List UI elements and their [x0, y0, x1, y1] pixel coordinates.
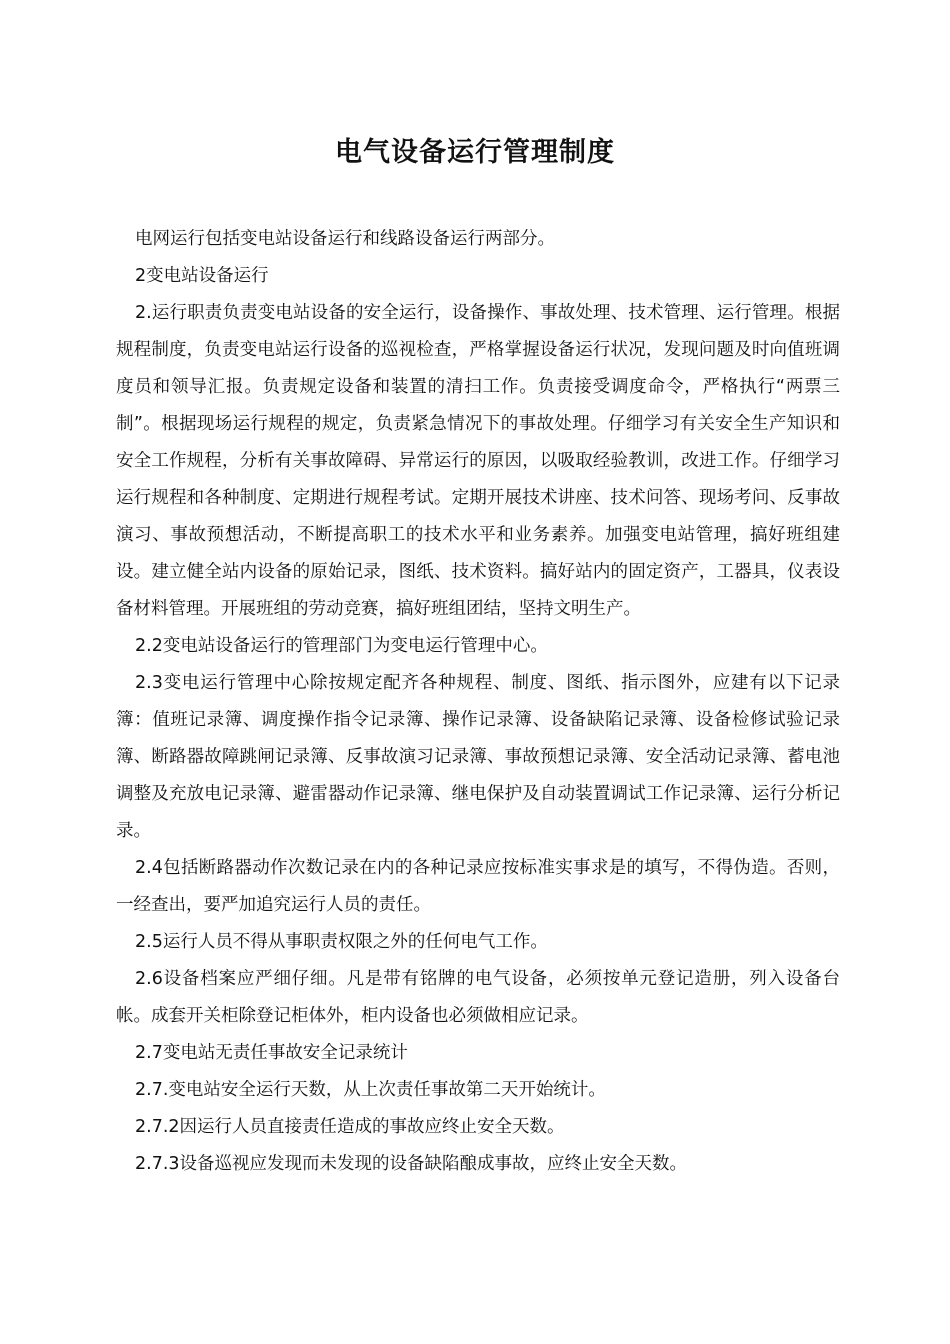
paragraph: 2.4包括断路器动作次数记录在内的各种记录应按标准实事求是的填写，不得伪造。否则，一经查出，要严加追究运行人员的责任。 — [116, 858, 840, 915]
paragraph: 电网运行包括变电站设备运行和线路设备运行两部分。 — [135, 229, 555, 249]
paragraph: 2.运行职责负责变电站设备的安全运行，设备操作、事故处理、技术管理、运行管理。根据规程制度，负责变电站运行设备的巡视检查，严格掌握设备运行状况，发现问题及时向值班调度员和领导汇报。负责规定设备和装置的清扫工作。负责接受调度命令，严格执行“两票三制”。根据现场运行规程的规定，负责紧急情况下的事故处理。仔细学习有关安全生产知识和安全工作规程，分析有关事故障碍、异常运行的原因，以吸取经验教训，改进工作。仔细学习运行规程和各种制度、定期进行规程考试。定期开展技术讲座、技术问答、现场考问、反事故演习、事故预想活动，不断提高职工的技术水平和业务素养。加强变电站管理，搞好班组建设。建立健全站内设备的原始记录，图纸、技术资料。搞好站内的固定资产，工器具，仪表设备材料管理。开展班组的劳动竞赛，搞好班组团结，坚持文明生产。 — [116, 303, 840, 619]
document-body — [116, 221, 840, 1183]
document-title: 电气设备运行管理制度 — [335, 137, 615, 168]
paragraph: 2.5运行人员不得从事职责权限之外的任何电气工作。 — [135, 932, 548, 952]
section-heading: 2.7变电站无责任事故安全记录统计 — [135, 1043, 408, 1063]
paragraph: 2.3变电运行管理中心除按规定配齐各种规程、制度、图纸、指示图外，应建有以下记录簿：值班记录簿、调度操作指令记录簿、操作记录簿、设备缺陷记录簿、设备检修试验记录簿、断路器故障跳闸记录簿、反事故演习记录簿、事故预想记录簿、安全活动记录簿、蓄电池调整及充放电记录簿、避雷器动作记录簿、继电保护及自动装置调试工作记录簿、运行分析记录。 — [116, 673, 840, 841]
paragraph: 2.7.变电站安全运行天数，从上次责任事故第二天开始统计。 — [135, 1080, 606, 1100]
section-heading: 2变电站设备运行 — [135, 266, 269, 286]
paragraph: 2.7.2因运行人员直接责任造成的事故应终止安全天数。 — [135, 1117, 565, 1137]
paragraph: 2.7.3设备巡视应发现而未发现的设备缺陷酿成事故，应终止安全天数。 — [135, 1154, 688, 1174]
paragraph: 2.6设备档案应严细仔细。凡是带有铭牌的电气设备，必须按单元登记造册，列入设备台帐。成套开关柜除登记柜体外，柜内设备也必须做相应记录。 — [116, 969, 840, 1026]
paragraph: 2.2变电站设备运行的管理部门为变电运行管理中心。 — [135, 636, 548, 656]
